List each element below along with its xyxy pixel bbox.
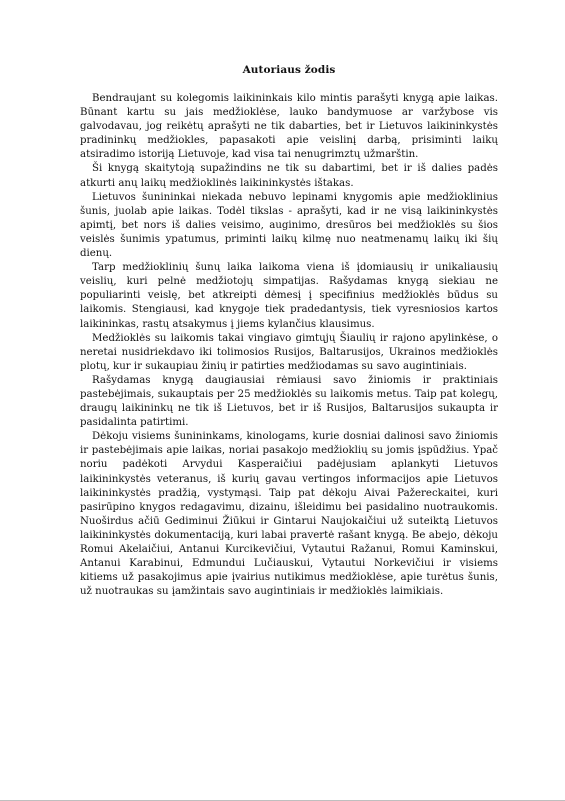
- paragraph-6: Rašydamas knygą daugiausiai rėmiausi savo žiniomis ir praktiniais pastebėjimais, sukauptais per 25 medžioklės su laikomis metus. Taip pat kolegų, draugų laikininkų ne tik iš Lietuvos, bet ir iš Rusijos, Baltarusijos sukaupta ir pasidalinta patirtimi.: [80, 374, 498, 429]
- paragraph-4: Tarp medžioklinių šunų laika laikoma viena iš įdomiausių ir unikaliausių veislių, kuri pelnė medžiotojų simpatijas. Rašydamas knygą siekiau ne populiarinti veislę, bet atkreipti dėmesį į specifinius medžioklės būdus su laikomis. Stengiausi, kad knygoje tiek pradedantysis, tiek vyresniosios kartos laikininkas, rastų atsakymus į jiems kylančius klausimus.: [80, 262, 498, 330]
- paragraph-3: Lietuvos šunininkai niekada nebuvo lepinami knygomis apie medžioklinius šunis, juolab apie laikas. Todėl tikslas - aprašyti, kad ir ne visą laikininkystės apimtį, bet nors iš dalies veisimo, auginimo, dresūros bei medžioklės su šios veislės šunimis ypatumus, priminti laikų kilmę nuo neatmenamų laikų iki šių dienų.: [80, 191, 498, 260]
- document-page: [80, 64, 498, 599]
- paragraph-1: Bendraujant su kolegomis laikininkais kilo mintis parašyti knygą apie laikas. Būnant kartu su jais medžioklėse, lauko bandymuose ar varžybose vis galvodavau, jog reikėtų aprašyti ne tik dabarties, bet ir Lietuvos laikininkystės pradininkų medžiokles, papasakoti apie veislinį darbą, prisiminti laikų atsiradimo istoriją Lietuvoje, kad visa tai nenugrimztų užmarštin.: [80, 93, 498, 161]
- paragraph-5: Medžioklės su laikomis takai vingiavo gimtųjų Šiaulių ir rajono apylinkėse, o neretai nusidriekdavo iki tolimosios Rusijos, Baltarusijos, Ukrainos medžioklės plotų, kur ir sukaupiau žinių ir patirties medžiodamas su savo augintiniais.: [80, 332, 498, 372]
- paragraph-2: Ši knygą skaitytoją supažindins ne tik su dabartimi, bet ir iš dalies padės atkurti anų laikų medžioklinės laikininkystės ištakas.: [80, 163, 498, 189]
- paragraph-7: Dėkoju visiems šunininkams, kinologams, kurie dosniai dalinosi savo žiniomis ir pastebėjimais apie laikas, noriai pasakojo medžioklių su jomis įspūdžius. Ypač noriu padėkoti Arvydui Kasperaičiui padėjusiam aplankyti Lietuvos laikininkystės veteranus, iš kurių gavau vertingos informacijos apie Lietuvos laikininkystės pradžią, vystymąsi. Taip pat dėkoju Aivai Pažereckaitei, kuri pasirūpino knygos redagavimu, dizainu, išleidimu bei pasidalino nuotraukomis. Nuoširdus ačiū Gediminui Žiūkui ir Gintarui Naujokaičiui už suteiktą Lietuvos laikininkystės dokumentaciją, kuri labai pravertė rašant knygą. Be abejo, dėkoju Romui Akelaičiui, Antanui Kurcikevičiui, Vytautui Ražanui, Romui Kaminskui, Antanui Karabinui, Edmundui Lučiauskui, Vytautui Norkevičiui ir visiems kitiems už pasakojimus apie įvairius nutikimus medžioklėse, apie turėtus šunis, už nuotraukas su įamžintais savo augintiniais ir medžioklės laimikiais.: [80, 431, 498, 598]
- page-title: Autoriaus žodis: [242, 64, 336, 76]
